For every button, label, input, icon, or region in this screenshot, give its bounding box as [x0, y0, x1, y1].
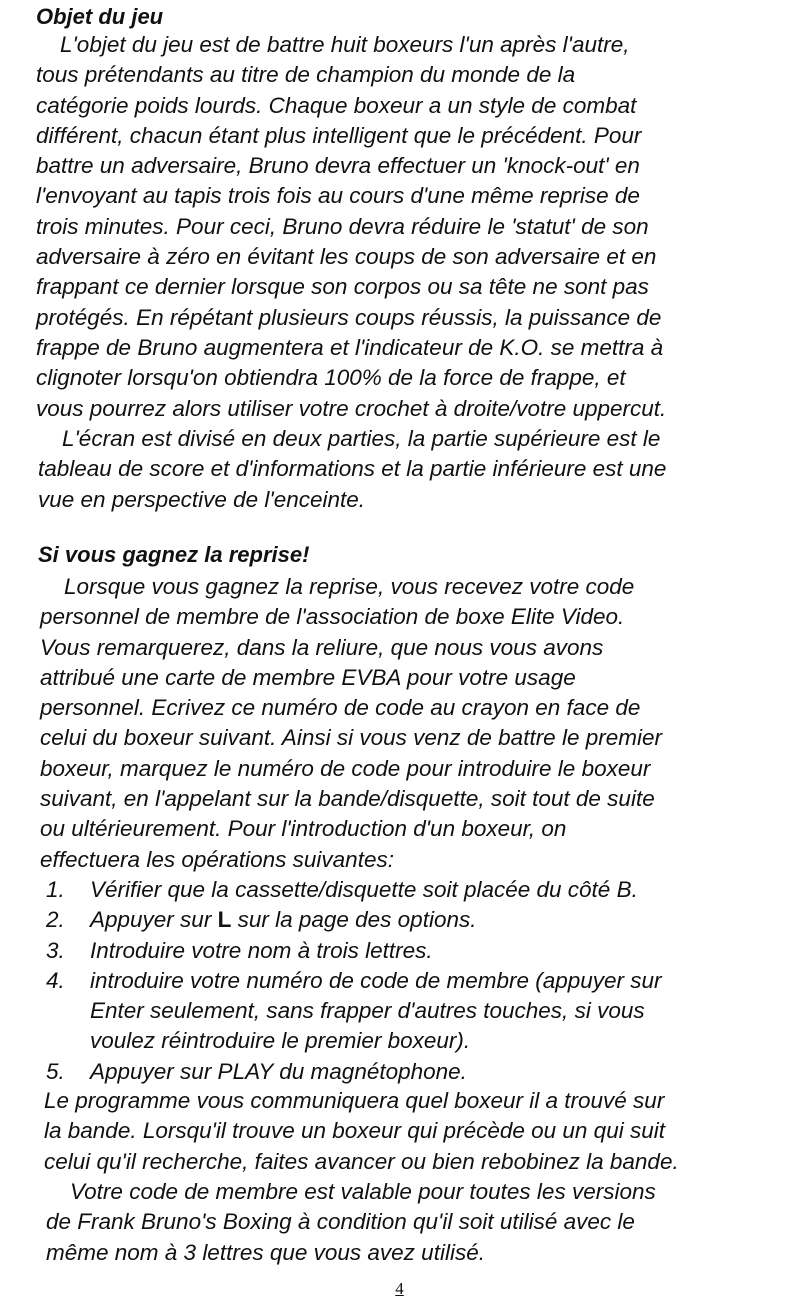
text-line: Introduire votre nom à trois lettres.	[90, 937, 433, 963]
text-line: différent, chacun étant plus intelligent que le précédent. Pour	[36, 122, 642, 148]
text-line: introduire votre numéro de code de membre (appuyer sur	[90, 967, 662, 993]
list-item	[40, 875, 662, 905]
step-text-post: sur la page des options.	[231, 907, 477, 933]
key-label: L	[217, 907, 232, 933]
text-line: Vérifier que la cassette/disquette soit placée du côté B.	[90, 877, 638, 902]
step-text	[90, 1057, 662, 1087]
text-line: Lorsque vous gagnez la reprise, vous recevez votre code	[64, 574, 635, 599]
paragraph-objective	[36, 30, 666, 424]
step-number: 3.	[46, 937, 65, 963]
text-line: voulez réintroduire le premier boxeur).	[90, 1028, 471, 1054]
text-line: Votre code de membre est valable pour toutes les versions	[70, 1179, 656, 1204]
step-number: 4.	[46, 967, 65, 993]
step-text	[90, 907, 476, 932]
text-line: clignoter lorsqu'on obtiendra 100% de la force de frappe, et	[36, 365, 626, 391]
step-text	[90, 966, 662, 1057]
text-line: Le programme vous communiquera quel boxeur il a trouvé sur	[44, 1088, 665, 1113]
text-line: tous prétendants au titre de champion du monde de la	[36, 62, 576, 88]
text-line: l'envoyant au tapis trois fois au cours d'une même reprise de	[36, 183, 640, 209]
text-line: celui du boxeur suivant. Ainsi si vous venz de battre le premier	[40, 725, 662, 751]
text-line: même nom à 3 lettres que vous avez utilisé.	[46, 1239, 485, 1265]
paragraph-win-round	[40, 572, 662, 875]
text-line: boxeur, marquez le numéro de code pour introduire le boxeur	[40, 755, 651, 781]
text-line: battre un adversaire, Bruno devra effectuer un 'knock-out' en	[36, 153, 640, 179]
step-text	[90, 875, 662, 905]
text-line: attribué une carte de membre EVBA pour votre usage	[40, 664, 576, 690]
text-line: tableau de score et d'informations et la partie inférieure est une	[38, 456, 667, 482]
text-line: catégorie poids lourds. Chaque boxeur a un style de combat	[36, 92, 637, 118]
list-item	[40, 1057, 662, 1087]
text-line: ou ultérieurement. Pour l'introduction d'un boxeur, on	[40, 816, 567, 842]
list-item	[40, 966, 662, 1057]
page-number: 4	[395, 1279, 404, 1298]
step-text	[90, 936, 662, 966]
text-line: de Frank Bruno's Boxing à condition qu'il soit utilisé avec le	[46, 1209, 635, 1235]
step-number: 5.	[46, 1058, 65, 1084]
text-line: protégés. En répétant plusieurs coups réussis, la puissance de	[36, 304, 662, 330]
step-number: 1.	[46, 877, 65, 902]
text-line: vous pourrez alors utiliser votre crochet à droite/votre uppercut.	[36, 395, 667, 421]
text-line: vue en perspective de l'enceinte.	[38, 486, 366, 512]
section-title-objet: Objet du jeu	[36, 4, 164, 29]
text-line: personnel de membre de l'association de boxe Elite Video.	[40, 604, 625, 630]
text-line: L'objet du jeu est de battre huit boxeurs l'un après l'autre,	[60, 32, 630, 57]
text-line: Appuyer sur PLAY du magnétophone.	[90, 1058, 467, 1084]
text-line: adversaire à zéro en évitant les coups de son adversaire et en	[36, 244, 657, 270]
text-line: suivant, en l'appelant sur la bande/disquette, soit tout de suite	[40, 786, 655, 812]
text-line: trois minutes. Pour ceci, Bruno devra réduire le 'statut' de son	[36, 213, 649, 239]
paragraph-member-code	[46, 1177, 656, 1268]
text-line: Enter seulement, sans frapper d'autres touches, si vous	[90, 998, 645, 1024]
list-item	[40, 905, 662, 935]
text-line: L'écran est divisé en deux parties, la partie supérieure est le	[62, 426, 661, 451]
section-title-reprise: Si vous gagnez la reprise!	[38, 542, 310, 567]
step-number: 2.	[46, 907, 65, 933]
text-line: personnel. Ecrivez ce numéro de code au crayon en face de	[40, 695, 641, 721]
paragraph-screen	[38, 424, 666, 515]
text-line: frappe de Bruno augmentera et l'indicateur de K.O. se mettra à	[36, 334, 664, 360]
list-item	[40, 936, 662, 966]
text-line: effectuera les opérations suivantes:	[40, 846, 394, 872]
step-text-pre: Appuyer sur	[90, 907, 218, 933]
paragraph-program	[44, 1086, 679, 1177]
text-line: la bande. Lorsqu'il trouve un boxeur qui précède ou un qui suit	[44, 1118, 665, 1144]
steps-list	[40, 875, 662, 1087]
text-line: Vous remarquerez, dans la reliure, que nous vous avons	[40, 634, 604, 660]
text-line: celui qu'il recherche, faites avancer ou bien rebobinez la bande.	[44, 1148, 679, 1174]
text-line: frappant ce dernier lorsque son corpos ou sa tête ne sont pas	[36, 274, 649, 300]
